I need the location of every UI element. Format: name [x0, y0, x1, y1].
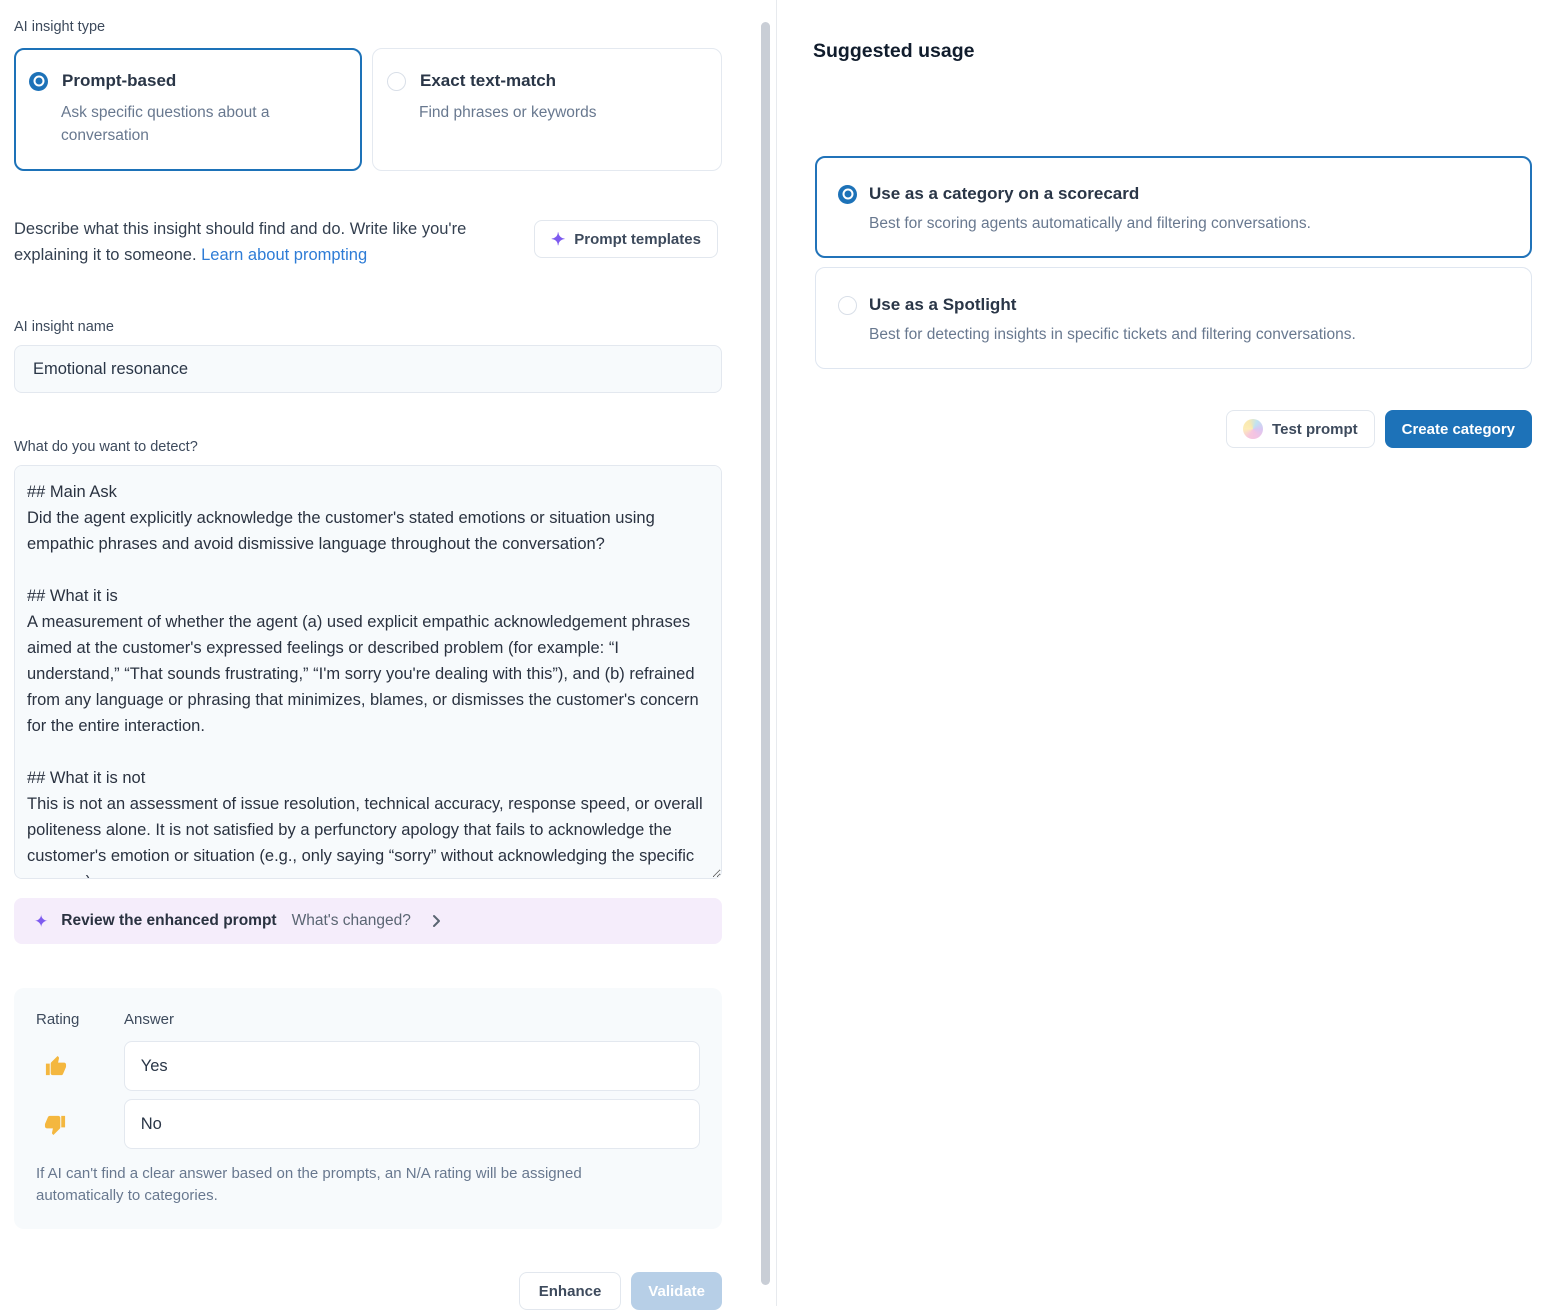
positive-answer-input[interactable]: [124, 1041, 700, 1091]
review-enhanced-prompt-banner[interactable]: [14, 898, 722, 944]
rating-answer-section: [14, 988, 722, 1229]
sparkle-icon: ✦: [34, 911, 49, 931]
thumbs-up-icon: [44, 1055, 67, 1078]
ai-gradient-icon: [1243, 419, 1263, 439]
rating-row-positive: [36, 1041, 700, 1091]
create-category-button[interactable]: Create category: [1385, 410, 1532, 448]
rating-row-negative: [36, 1099, 700, 1149]
option-title: Use as a Spotlight: [869, 295, 1017, 314]
insight-name-label: AI insight name: [14, 319, 114, 335]
option-title: Use as a category on a scorecard: [869, 184, 1140, 203]
insight-name-input[interactable]: [14, 345, 722, 393]
test-prompt-button[interactable]: Test prompt: [1226, 410, 1375, 448]
right-action-buttons: [813, 410, 1532, 448]
option-description: Best for detecting insights in specific tickets and filtering conversations.: [869, 326, 1356, 343]
thumbs-down-icon: [44, 1113, 67, 1136]
radio-selected-icon[interactable]: [29, 72, 48, 91]
option-title: Exact text-match: [420, 71, 557, 90]
negative-answer-input[interactable]: [124, 1099, 700, 1149]
suggested-usage-title: Suggested usage: [813, 40, 975, 62]
insight-type-label: AI insight type: [14, 19, 106, 35]
prompt-templates-button[interactable]: ✦ Prompt templates: [534, 220, 718, 258]
enhance-button[interactable]: Enhance: [519, 1272, 622, 1310]
option-card-scorecard-category[interactable]: [815, 156, 1532, 258]
answer-header: Answer: [124, 1011, 175, 1028]
option-title: Prompt-based: [62, 71, 177, 90]
radio-unselected-icon[interactable]: [838, 296, 857, 315]
option-card-exact-text-match[interactable]: [372, 48, 722, 171]
option-description: Find phrases or keywords: [419, 104, 597, 121]
option-card-prompt-based[interactable]: [14, 48, 362, 171]
suggested-usage-panel: [776, 0, 1549, 1306]
rating-header: Rating: [36, 1011, 80, 1028]
radio-unselected-icon[interactable]: [387, 72, 406, 91]
radio-selected-icon[interactable]: [838, 185, 857, 204]
chevron-right-icon: [428, 913, 444, 929]
whats-changed-link[interactable]: What's changed?: [291, 912, 411, 929]
detect-prompt-textarea[interactable]: [14, 465, 722, 879]
describe-section: [14, 216, 722, 268]
detect-label: What do you want to detect?: [14, 439, 198, 455]
describe-text: Describe what this insight should find and do. Write like you're explaining it to someone. Learn about prompting: [14, 220, 467, 264]
na-rating-note: If AI can't find a clear answer based on the prompts, an N/A rating will be assigned automatically to categories.: [36, 1165, 582, 1204]
panel-divider: [776, 0, 777, 1306]
left-action-buttons: [14, 1272, 722, 1310]
validate-button[interactable]: Validate: [631, 1272, 722, 1310]
learn-about-prompting-link[interactable]: Learn about prompting: [201, 246, 368, 264]
option-card-spotlight[interactable]: [815, 267, 1532, 369]
banner-title: Review the enhanced prompt: [61, 912, 277, 929]
usage-options: [815, 156, 1534, 369]
left-panel-scrollbar[interactable]: [761, 22, 770, 1285]
option-description: Best for scoring agents automatically and filtering conversations.: [869, 215, 1311, 232]
sparkle-icon: ✦: [551, 229, 566, 249]
insight-type-options: [14, 48, 722, 171]
option-description: Ask specific questions about a conversation: [61, 104, 270, 144]
insight-config-panel: [0, 0, 776, 1306]
